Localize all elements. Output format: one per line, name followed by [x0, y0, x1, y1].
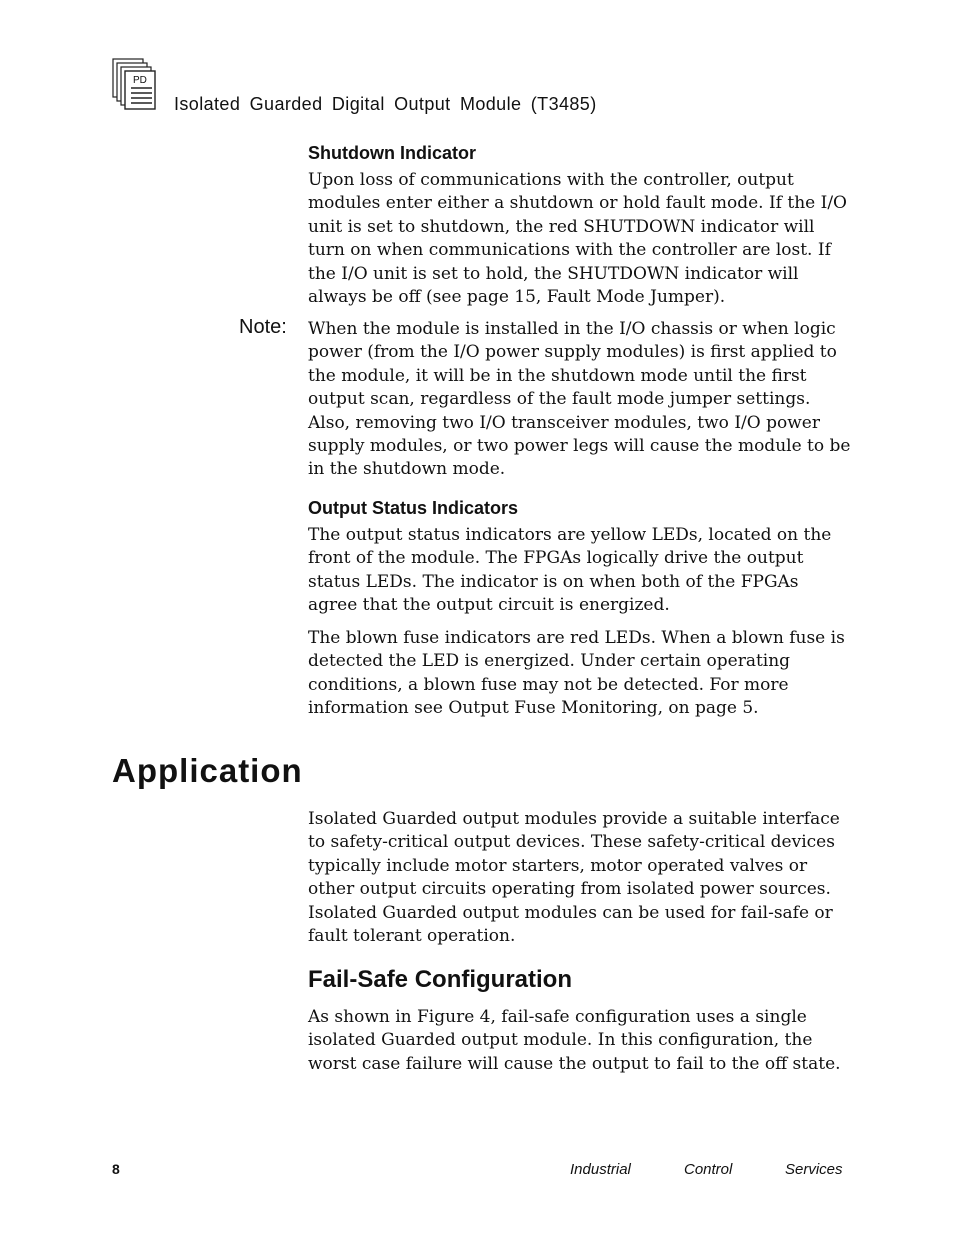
text-line: information see Output Fuse Monitoring, on page 5. — [308, 698, 759, 719]
output-status-paragraph-1 — [308, 524, 848, 618]
shutdown-indicator-paragraph — [308, 169, 848, 309]
text-line: to safety-critical output devices. These safety-critical devices — [308, 832, 835, 853]
text-line: the module, it will be in the shutdown mode until the first — [308, 365, 807, 386]
failsafe-paragraph — [308, 1006, 848, 1076]
output-status-heading: Output Status Indicators — [308, 498, 519, 518]
text-line: As shown in Figure 4, fail-safe configuration uses a single — [308, 1007, 807, 1027]
shutdown-indicator-heading: Shutdown Indicator — [308, 143, 476, 163]
text-line: always be off (see page 15, Fault Mode Jumper). — [308, 287, 726, 308]
application-paragraph — [308, 808, 848, 948]
output-status-paragraph-2 — [308, 627, 848, 721]
application-heading: Application — [112, 752, 303, 789]
page-number: 8 — [112, 1161, 120, 1177]
text-line: turn on when communications with the controller are lost. If — [308, 240, 831, 261]
text-line: When the module is installed in the I/O chassis or when logic — [308, 319, 836, 339]
text-line: worst case failure will cause the output to fail to the off state. — [308, 1053, 841, 1074]
text-line: Upon loss of communications with the controller, output — [308, 170, 794, 190]
text-line: unit is set to shutdown, the red SHUTDOWN indicator will — [308, 216, 815, 237]
text-line: detected the LED is energized. Under certain operating — [308, 651, 791, 672]
note-paragraph — [308, 318, 851, 482]
text-line: agree that the output circuit is energized. — [308, 595, 670, 616]
note-label: Note: — [239, 316, 287, 338]
text-line: power (from the I/O power supply modules) is first applied to — [308, 342, 837, 363]
footer-word-industrial: Industrial — [570, 1161, 631, 1178]
text-line: isolated Guarded output module. In this configuration, the — [308, 1030, 813, 1051]
text-line: fault tolerant operation. — [308, 926, 516, 947]
text-line: conditions, a blown fuse may not be detected. For more — [308, 674, 789, 695]
header-title: Isolated Guarded Digital Output Module (T3485) — [174, 94, 597, 114]
logo-text: PD — [133, 75, 147, 86]
text-line: output scan, regardless of the fault mode jumper settings. — [308, 389, 811, 410]
text-line: Isolated Guarded output modules can be used for fail-safe or — [308, 902, 833, 923]
text-line: The output status indicators are yellow LEDs, located on the — [308, 525, 832, 545]
footer-word-services: Services — [785, 1161, 843, 1178]
text-line: the I/O unit is set to hold, the SHUTDOWN indicator will — [308, 263, 799, 284]
text-line: other output circuits operating from isolated power sources. — [308, 879, 831, 900]
text-line: modules enter either a shutdown or hold fault mode. If the I/O — [308, 193, 847, 214]
text-line: Also, removing two I/O transceiver modules, two I/O power — [308, 412, 820, 433]
text-line: typically include motor starters, motor operated valves or — [308, 855, 808, 876]
text-line: in the shutdown mode. — [308, 459, 506, 480]
text-line: The blown fuse indicators are red LEDs. When a blown fuse is — [308, 628, 845, 648]
text-line: Isolated Guarded output modules provide a suitable interface — [308, 809, 840, 829]
text-line: front of the module. The FPGAs logically drive the output — [308, 548, 804, 569]
document-stack-logo — [112, 58, 156, 112]
text-line: status LEDs. The indicator is on when both of the FPGAs — [308, 571, 799, 592]
footer-word-control: Control — [684, 1161, 733, 1178]
text-line: supply modules, or two power legs will cause the module to be — [308, 436, 851, 457]
failsafe-heading: Fail-Safe Configuration — [308, 966, 572, 993]
